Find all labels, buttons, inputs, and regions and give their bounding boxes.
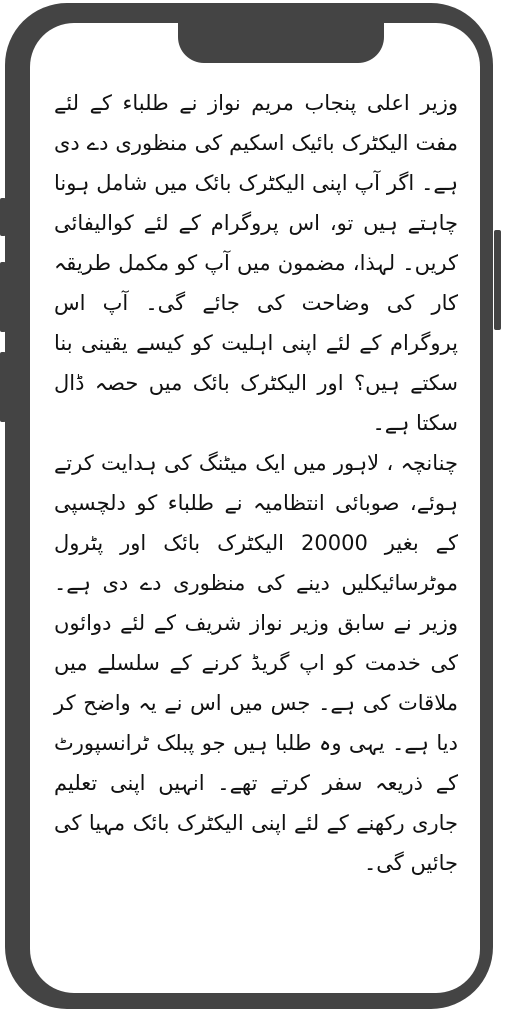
phone-frame [5, 3, 493, 1009]
article-body [54, 83, 458, 883]
power-button [494, 230, 501, 330]
article-paragraph-1: وزیر اعلی پنجاب مریم نواز نے طلباء کے لئے مفت الیکٹرک بائیک اسکیم کی منظوری دے دی ہے۔ اگر آپ اپنی الیکٹرک بائک میں شامل ہونا چاہتے ہیں تو، اس پروگرام کے لئے کوالیفائی کریں۔ لہذا، مضمون میں آپ کو مکمل طریقہ کار کی وضاحت کی جائے گی۔ آپ اس پروگرام کے لئے اپنی اہلیت کو کیسے یقینی بنا سکتے ہیں؟ اور الیکٹرک بائک میں حصہ ڈال سکتا ہے۔ [54, 91, 458, 435]
article-paragraph-2: چنانچہ ، لاہور میں ایک میٹنگ کی ہدایت کرتے ہوئے، صوبائی انتظامیہ نے طلباء کو دلچسپی کے بغیر 20000 الیکٹرک بائک اور پٹرول موٹرسائیکلیں دینے کی منظوری دے دی ہے۔ وزیر نے سابق وزیر نواز شریف کے لئے دوائوں کی خدمت کو اپ گریڈ کرنے کے سلسلے میں ملاقات کی ہے۔ جس میں اس نے یہ واضح کر دیا ہے۔ یہی وہ طلبا ہیں جو پبلک ٹرانسپورٹ کے ذریعہ سفر کرتے تھے۔ انہیں اپنی تعلیم جاری رکھنے کے لئے اپنی الیکٹرک بائک مہیا کی جائیں گی۔ [54, 451, 458, 875]
phone-screen [30, 23, 480, 993]
phone-notch [178, 23, 384, 63]
volume-up-button [0, 198, 6, 236]
side-switch [0, 352, 6, 422]
volume-down-button [0, 262, 6, 332]
